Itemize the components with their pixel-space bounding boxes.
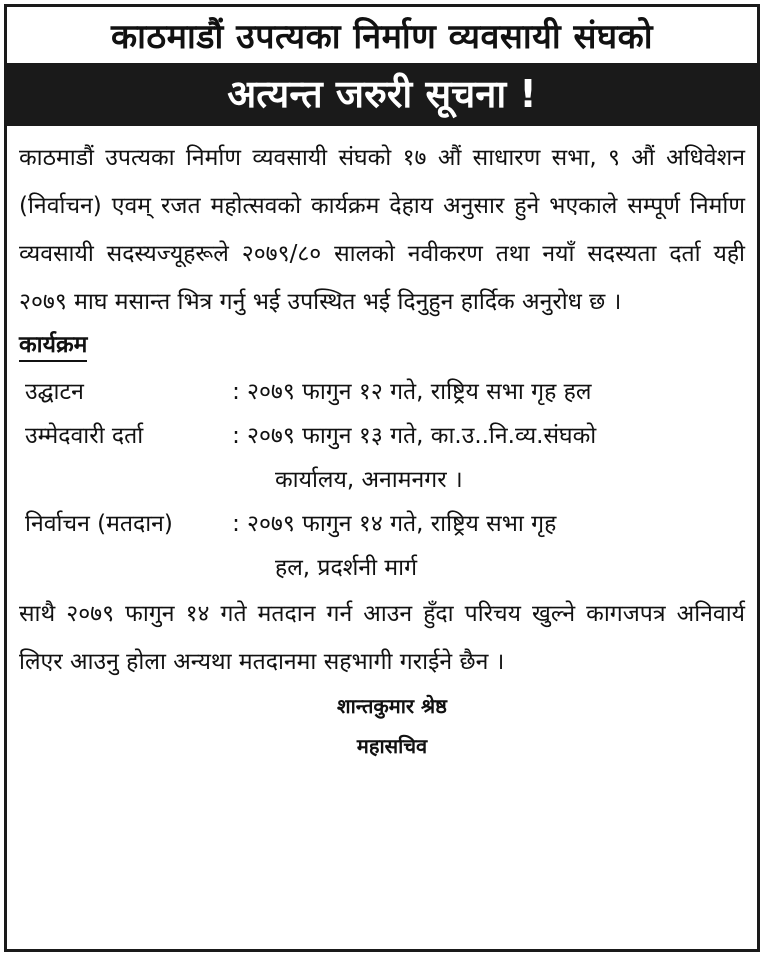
organization-title: काठमाडौं उपत्यका निर्माण व्यवसायी संघको	[110, 17, 654, 57]
program-row-label: उद्घाटन	[25, 379, 84, 405]
program-heading: कार्यक्रम	[19, 330, 87, 362]
program-row	[19, 414, 745, 458]
intro-paragraph: काठमाडौं उपत्यका निर्माण व्यवसायी संघको १७ औं साधारण सभा, ९ औं अधिवेशन (निर्वाचन) एवम् रजत महोत्सवको कार्यक्रम देहाय अनुसार हुने भएकाले सम्पूर्ण निर्माण व्यवसायी सदस्यज्यूहरूले २०७९/८० सालको नवीकरण तथा नयाँ सदस्यता दर्ता यही २०७९ माघ मसान्त भित्र गर्नु भई उपस्थित भई दिनुहुन हार्दिक अनुरोध छ ।	[19, 145, 745, 315]
program-schedule	[19, 370, 745, 590]
program-row-value: २०७९ फागुन १४ गते, राष्ट्रिय सभा गृह	[247, 511, 557, 537]
program-row-colon: :	[232, 511, 240, 537]
program-row-value-continued: हल, प्रदर्शनी मार्ग	[275, 555, 418, 581]
program-row-label: निर्वाचन (मतदान)	[25, 511, 173, 537]
urgent-notice-banner: अत्यन्त जरुरी सूचना !	[7, 63, 757, 123]
program-row-label: उम्मेदवारी दर्ता	[25, 423, 144, 449]
signatory-name: शान्तकुमार श्रेष्ठ	[337, 694, 447, 718]
closing-paragraph: साथै २०७९ फागुन १४ गते मतदान गर्न आउन हुँदा परिचय खुल्ने कागजपत्र अनिवार्य लिएर आउनु होला अन्यथा मतदानमा सहभागी गराईने छैन ।	[19, 601, 745, 675]
program-row	[19, 370, 745, 414]
program-row	[19, 502, 745, 546]
notice-document	[4, 4, 760, 952]
program-row-value-continued: कार्यालय, अनामनगर ।	[275, 467, 463, 493]
program-row-continuation	[19, 546, 745, 590]
program-row-value: २०७९ फागुन १३ गते, का.उ..नि.व्य.संघको	[247, 423, 597, 449]
program-row-value: २०७९ फागुन १२ गते, राष्ट्रिय सभा गृह हल	[247, 379, 592, 405]
program-row-colon: :	[232, 423, 240, 449]
program-row-continuation	[19, 458, 745, 502]
notice-body	[7, 126, 757, 766]
program-row-colon: :	[232, 379, 240, 405]
signatory-title: महासचिव	[356, 734, 428, 758]
